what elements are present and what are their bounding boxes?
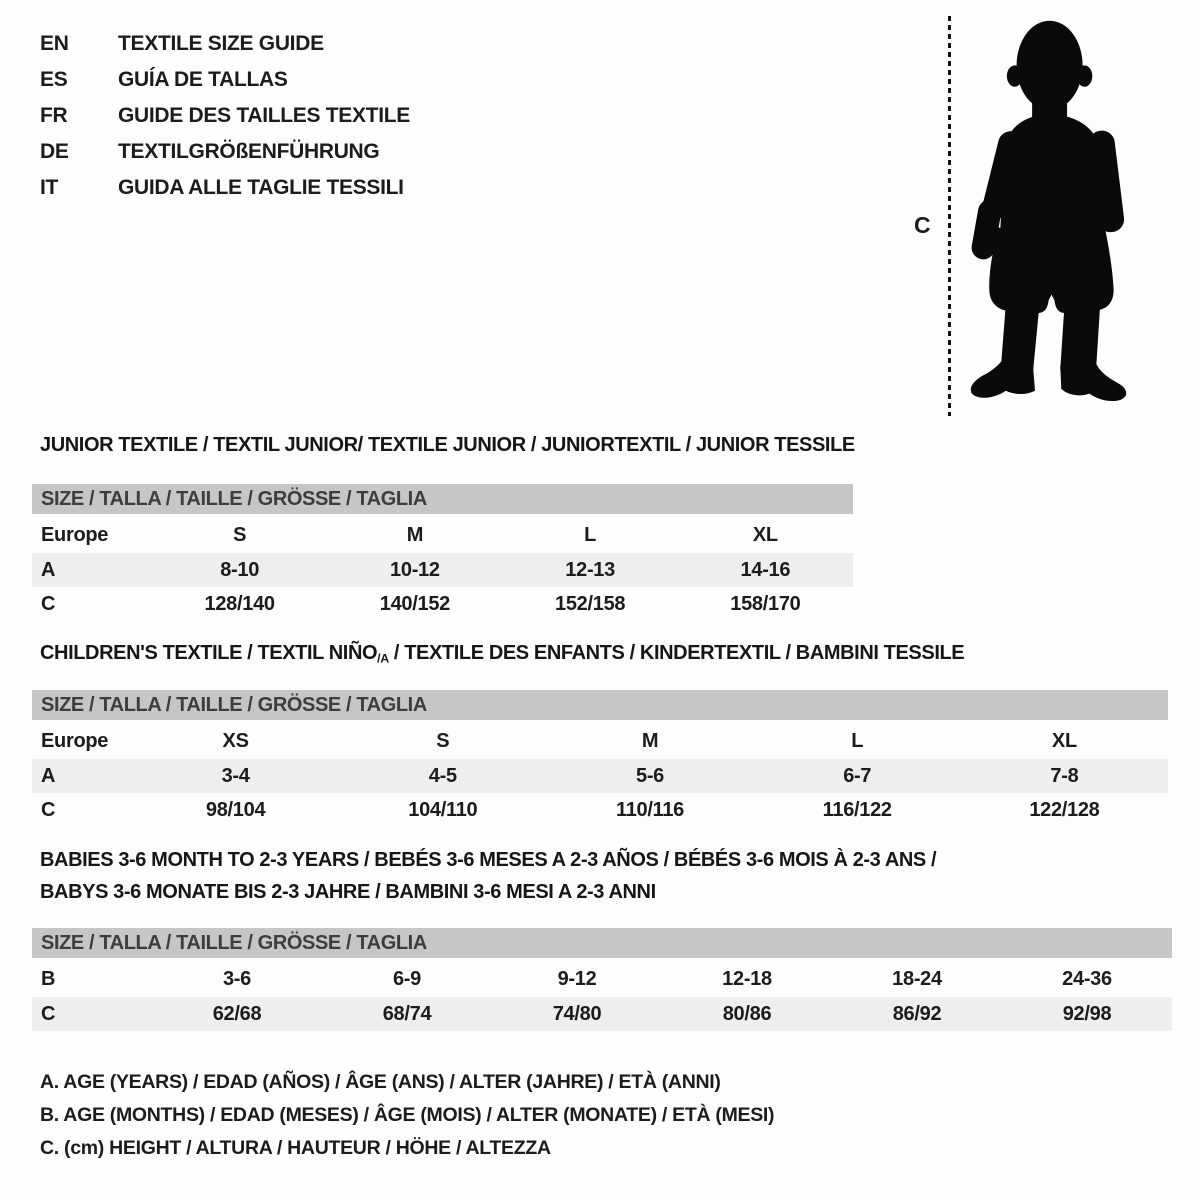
- row-label: Europe: [41, 524, 109, 546]
- age-cell: 14-16: [740, 558, 791, 581]
- language-title-list: [40, 26, 410, 206]
- toddler-silhouette-image: [955, 12, 1150, 415]
- age-cell: 9-12: [557, 968, 597, 990]
- height-cell: 68/74: [382, 1002, 432, 1025]
- legend-age-years: A. AGE (YEARS) / EDAD (AÑOS) / ÂGE (ANS) / ALTER (JAHRE) / ETÀ (ANNI): [40, 1071, 721, 1093]
- height-cell: 92/98: [1062, 1002, 1112, 1025]
- age-cell: 3-6: [222, 968, 251, 990]
- size-cell: M: [406, 524, 424, 546]
- table-row-age-years: [32, 553, 853, 587]
- age-cell: 12-13: [565, 558, 615, 581]
- height-cell: 74/80: [552, 1002, 602, 1025]
- guide-title-it: GUIDA ALLE TAGLIE TESSILI: [118, 176, 404, 199]
- height-cell: 122/128: [1029, 798, 1100, 821]
- height-measure-dashed-line: [948, 16, 951, 416]
- table-row-height-cm: [32, 587, 853, 621]
- row-label: C: [41, 798, 56, 821]
- lang-code: ES: [40, 68, 68, 91]
- lang-row-es: [40, 62, 410, 98]
- table-row-europe: [32, 518, 853, 553]
- age-cell: 4-5: [428, 764, 457, 787]
- table-row-age-months: [32, 962, 1172, 997]
- children-title-pre: CHILDREN'S TEXTILE / TEXTIL NIÑO: [40, 642, 378, 664]
- age-cell: 12-18: [722, 968, 772, 990]
- size-cell: XL: [752, 524, 778, 546]
- row-label: C: [41, 1002, 56, 1025]
- row-label: A: [41, 558, 56, 581]
- size-cell: XS: [222, 730, 249, 752]
- lang-row-it: [40, 170, 410, 206]
- size-cell: XL: [1051, 730, 1077, 752]
- children-title-post: / TEXTILE DES ENFANTS / KINDERTEXTIL / BAMBINI TESSILE: [388, 642, 965, 664]
- lang-row-en: [40, 26, 410, 62]
- height-cell: 86/92: [892, 1002, 942, 1025]
- babies-size-table: [32, 928, 1172, 1031]
- size-cell: S: [436, 730, 450, 752]
- children-size-table: [32, 690, 1168, 827]
- lang-code: EN: [40, 32, 69, 55]
- height-cell: 140/152: [379, 592, 450, 615]
- height-cell: 62/68: [212, 1002, 262, 1025]
- age-cell: 3-4: [221, 764, 250, 787]
- height-cell: 116/122: [822, 798, 892, 821]
- table-row-height-cm: [32, 997, 1172, 1031]
- guide-title-fr: GUIDE DES TAILLES TEXTILE: [118, 104, 410, 127]
- height-cell: 158/170: [730, 592, 801, 615]
- babies-section-title-line1: BABIES 3-6 MONTH TO 2-3 YEARS / BEBÉS 3-6 MESES A 2-3 AÑOS / BÉBÉS 3-6 MOIS À 2-3 ANS /: [40, 849, 937, 871]
- age-cell: 8-10: [220, 558, 260, 581]
- height-cell: 152/158: [555, 592, 626, 615]
- table-row-age-years: [32, 759, 1168, 793]
- measurement-legend: [40, 1066, 774, 1165]
- row-label: Europe: [41, 730, 109, 752]
- size-cell: S: [233, 524, 247, 546]
- height-cell: 98/104: [205, 798, 266, 821]
- height-cell: 110/116: [616, 798, 684, 821]
- size-cell: L: [584, 524, 597, 546]
- lang-row-de: [40, 134, 410, 170]
- lang-code: FR: [40, 104, 68, 127]
- lang-code: IT: [40, 176, 59, 199]
- lang-code: DE: [40, 140, 69, 163]
- guide-title-en: TEXTILE SIZE GUIDE: [118, 32, 324, 55]
- age-cell: 10-12: [390, 558, 440, 581]
- row-label: B: [41, 968, 56, 990]
- height-measure-label: C: [914, 212, 931, 238]
- age-cell: 6-9: [392, 968, 421, 990]
- guide-title-de: TEXTILGRÖßENFÜHRUNG: [118, 140, 380, 163]
- table-row-europe: [32, 724, 1168, 759]
- age-cell: 7-8: [1050, 764, 1079, 787]
- table-row-height-cm: [32, 793, 1168, 827]
- age-cell: 18-24: [892, 968, 942, 990]
- size-header-bar: SIZE / TALLA / TAILLE / GRÖSSE / TAGLIA: [32, 484, 853, 514]
- legend-height-cm: C. (cm) HEIGHT / ALTURA / HAUTEUR / HÖHE / ALTEZZA: [40, 1137, 551, 1159]
- babies-section-title-line2: BABYS 3-6 MONATE BIS 2-3 JAHRE / BAMBINI 3-6 MESI A 2-3 ANNI: [40, 881, 656, 903]
- row-label: C: [41, 592, 56, 615]
- height-cell: 128/140: [204, 592, 275, 615]
- size-cell: L: [851, 730, 864, 752]
- height-cell: 104/110: [408, 798, 478, 821]
- size-header-bar: SIZE / TALLA / TAILLE / GRÖSSE / TAGLIA: [32, 928, 1172, 958]
- age-cell: 6-7: [843, 764, 872, 787]
- size-cell: M: [641, 730, 659, 752]
- row-label: A: [41, 764, 56, 787]
- age-cell: 5-6: [636, 764, 665, 787]
- junior-size-table: [32, 484, 853, 621]
- junior-section-title: JUNIOR TEXTILE / TEXTIL JUNIOR/ TEXTILE JUNIOR / JUNIORTEXTIL / JUNIOR TESSILE: [40, 434, 855, 456]
- legend-age-months: B. AGE (MONTHS) / EDAD (MESES) / ÂGE (MOIS) / ALTER (MONATE) / ETÀ (MESI): [40, 1104, 775, 1126]
- children-title-subscript: /A: [377, 651, 389, 666]
- age-cell: 24-36: [1062, 968, 1112, 990]
- lang-row-fr: [40, 98, 410, 134]
- height-cell: 80/86: [722, 1002, 772, 1025]
- size-header-bar: SIZE / TALLA / TAILLE / GRÖSSE / TAGLIA: [32, 690, 1168, 720]
- guide-title-es: GUÍA DE TALLAS: [118, 68, 288, 91]
- children-section-title: [40, 642, 964, 665]
